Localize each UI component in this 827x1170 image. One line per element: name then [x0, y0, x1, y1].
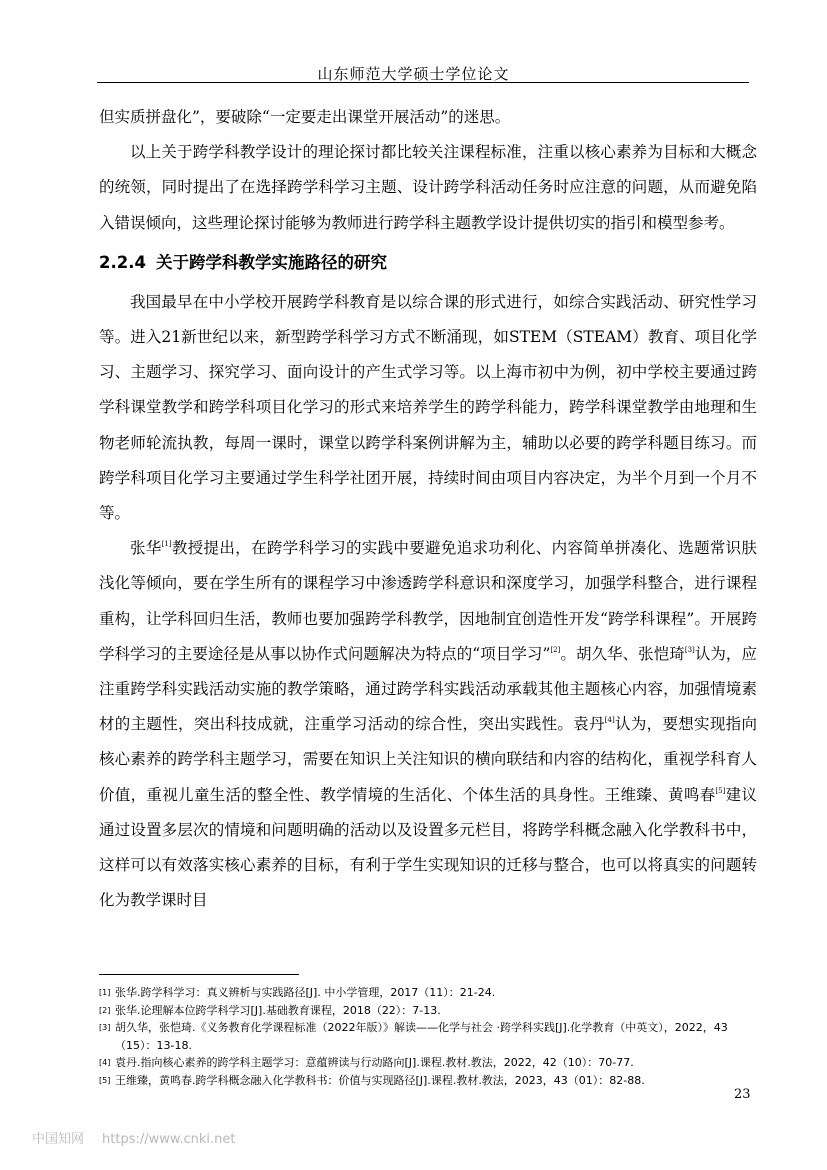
paragraph: 以上关于跨学科教学设计的理论探讨都比较关注课程标准，注重以核心素养为目标和大概念的统领，同时提出了在选择跨学科学习主题、设计跨学科活动任务时应注意的问题，从而避免陷入错误倾向，这些理论探讨能够为教师进行跨学科主题教学设计提供切实的指引和模型参考。 — [99, 143, 757, 232]
footnote-item — [99, 1019, 757, 1054]
citation-ref[interactable]: [2] — [550, 645, 561, 654]
section-title: 关于跨学科教学实施路径的研究 — [155, 252, 387, 272]
footnote-text: 袁丹.指向核心素养的跨学科主题学习：意蕴辨读与行动路向[J].课程.教材.教法，2022，42（10）：70-77. — [115, 1056, 634, 1069]
footnote-text: 张华.跨学科学习：真义辨析与实践路径[J]. 中小学管理，2017（11）：21-24. — [115, 986, 496, 999]
footnote-item — [99, 1054, 757, 1072]
footnote-item — [99, 984, 757, 1002]
footnote-mark: [2] — [99, 1005, 111, 1015]
paragraph: 我国最早在中小学校开展跨学科教育是以综合课的形式进行，如综合实践活动、研究性学习等。进入21新世纪以来，新型跨学科学习方式不断涌现，如STEM（STEAM）教育、项目化学习、主题学习、探究学习、面向设计的产生式学习等。以上海市初中为例，初中学校主要通过跨学科课堂教学和跨学科项目化学习的形式来培养学生的跨学科能力，跨学科课堂教学由地理和生物老师轮流执教，每周一课时，课堂以跨学科案例讲解为主，辅助以必要的跨学科题目练习。而跨学科项目化学习主要通过学生科学社团开展，持续时间由项目内容决定，为半个月到一个月不等。 — [99, 292, 757, 523]
footnote-text: 胡久华，张恺琦.《义务教育化学课程标准（2022年版）》解读——化学与社会 ·跨学科实践[J].化学教育（中英文），2022，43（15）：13-18. — [115, 1021, 728, 1052]
text-run: 建议通过设置多层次的情境和问题明确的活动以及设置多元栏目，将跨学科概念融入化学教科书中，这样可以有效落实核心素养的目标，有利于学生实现知识的迁移与整合，也可以将真实的问题转化为教学课时目 — [99, 785, 757, 910]
paragraph: 但实质拼盘化”，要破除“一定要走出课堂开展活动”的迷思。 — [99, 108, 511, 126]
citation-ref[interactable]: [3] — [684, 645, 695, 654]
citation-ref[interactable]: [5] — [715, 786, 726, 795]
text-run: 。胡久华、张恺琦 — [560, 644, 685, 663]
text-run: 张华 — [130, 539, 162, 558]
watermark-brand: 中国知网 — [32, 1132, 85, 1147]
text-run: 教授提出，在跨学科学习的实践中要避免追求功利化、内容简单拼凑化、选题常识肤浅化等倾向，要在学生所有的课程学习中渗透跨学科意识和深度学习，加强学科整合，进行课程重构，让学科回归生活，教师也要加强跨学科教学，因地制宜创造性开发“跨学科课程”。开展跨学科学习的主要途径是从事以协作式问题解决为特点的“项目学习” — [99, 539, 757, 663]
citation-ref[interactable]: [1] — [161, 540, 172, 549]
header-divider — [97, 82, 749, 83]
page-header-title: 山东师范大学硕士学位论文 — [317, 65, 510, 83]
footnote-mark: [5] — [99, 1075, 111, 1085]
footnote-item — [99, 1002, 757, 1020]
footnote-mark: [1] — [99, 988, 111, 997]
section-number: 2.2.4 — [99, 252, 146, 272]
citation-ref[interactable]: [4] — [604, 716, 615, 725]
paragraph — [99, 531, 757, 918]
footnote-text: 张华.论理解本位跨学科学习[J].基础教育课程，2018（22）：7-13. — [115, 1003, 441, 1017]
text-run: 认为，应注重跨学科实践活动实施的教学策略，通过跨学科实践活动承载其他主题核心内容，加强情境素材的主题性，突出科技成就，注重学习活动的综合性，突出实践性。袁丹 — [99, 644, 757, 734]
page-number: 23 — [734, 1087, 751, 1102]
cnki-watermark — [32, 1128, 235, 1147]
text-run: 认为，要想实现指向核心素养的跨学科主题学习，需要在知识上关注知识的横向联结和内容的结构化，重视学科育人价值，重视儿童生活的整全性、教学情境的生活化、个体生活的具身性。王维臻、黄鸣春 — [99, 715, 757, 804]
footnote-item — [99, 1072, 757, 1090]
section-heading — [99, 241, 757, 285]
watermark-url: https://www.cnki.net — [102, 1132, 236, 1147]
body-text — [99, 100, 757, 918]
footnote-text: 王维臻，黄鸣春.跨学科概念融入化学教科书：价值与实现路径[J].课程.教材.教法，2023，43（01）：82-88. — [115, 1073, 645, 1087]
footnote-mark: [3] — [99, 1023, 111, 1032]
footnotes — [99, 984, 757, 1089]
footnote-mark: [4] — [99, 1058, 111, 1067]
footnote-divider — [99, 974, 299, 975]
